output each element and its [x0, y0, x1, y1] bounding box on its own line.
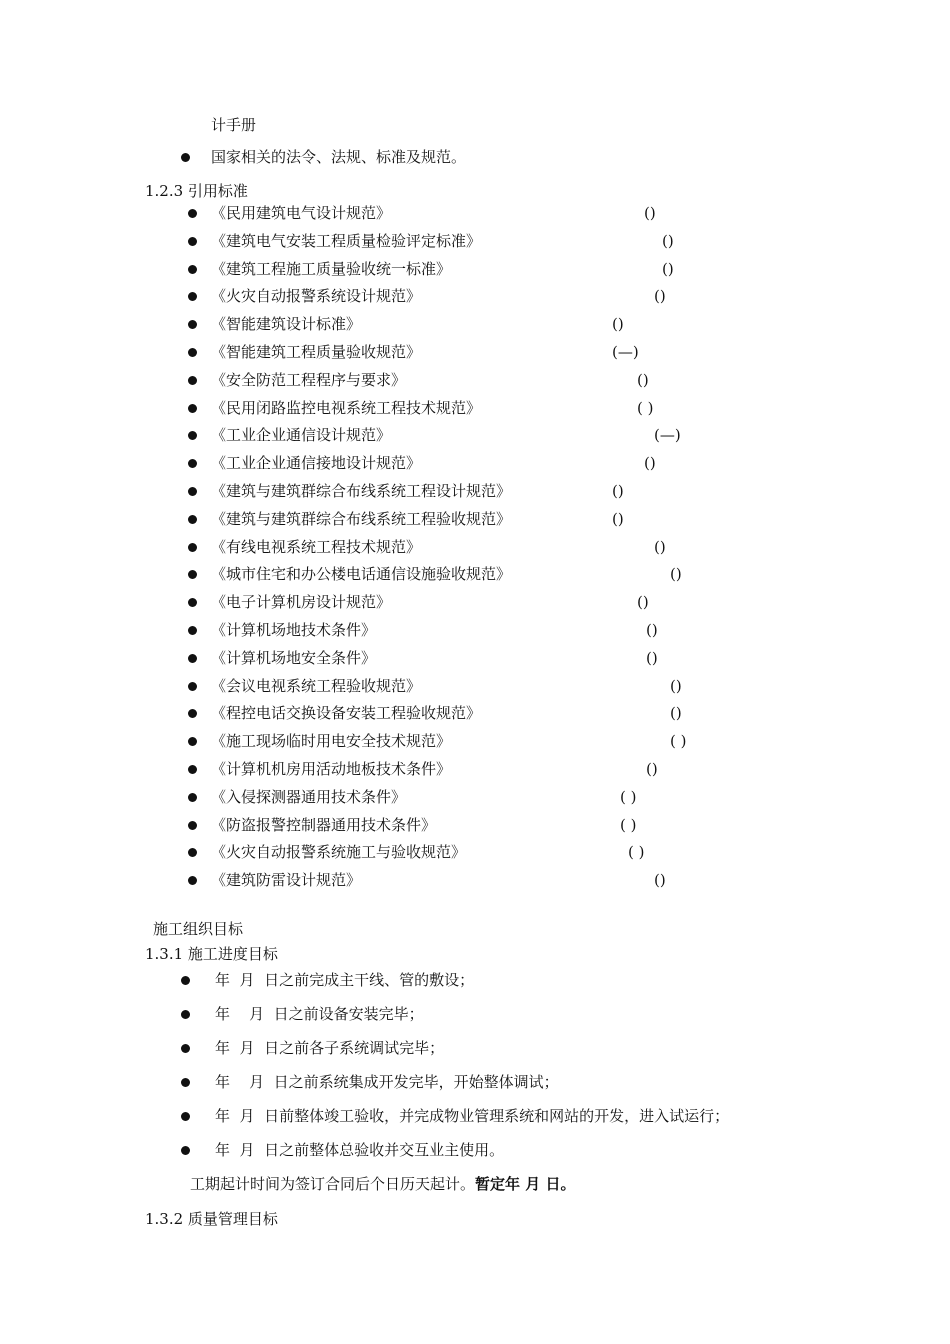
bullet-icon — [188, 626, 197, 635]
standard-code: () — [646, 621, 658, 639]
standard-name: 《火灾自动报警系统施工与验收规范》 — [211, 843, 467, 861]
standard-code: () — [662, 260, 674, 278]
intro-bullet-text: 国家相关的法令、法规、标准及规范。 — [211, 148, 467, 166]
standard-name: 《安全防范工程程序与要求》 — [211, 371, 407, 389]
standard-name: 《建筑电气安装工程质量检验评定标准》 — [211, 232, 482, 250]
bullet-icon — [181, 976, 190, 985]
standard-code: () — [612, 482, 624, 500]
bullet-icon — [181, 1044, 190, 1053]
bullet-icon — [188, 793, 197, 802]
standard-name: 《城市住宅和办公楼电话通信设施验收规范》 — [211, 565, 512, 583]
bullet-icon — [188, 404, 197, 413]
standard-code: () — [670, 677, 682, 695]
standard-name: 《施工现场临时用电安全技术规范》 — [211, 732, 452, 750]
bullet-icon — [188, 487, 197, 496]
standard-name: 《火灾自动报警系统设计规范》 — [211, 287, 422, 305]
standard-code: () — [637, 593, 649, 611]
standard-code: () — [612, 510, 624, 528]
standard-code: () — [644, 204, 656, 222]
schedule-note-bold: 暂定年 月 日。 — [475, 1175, 576, 1193]
section-heading-1-2-3: 1.2.3 引用标准 — [145, 182, 248, 200]
standard-name: 《智能建筑设计标准》 — [211, 315, 362, 333]
schedule-goal-item: 年 月 日前整体竣工验收，并完成物业管理系统和网站的开发，进入试运行； — [215, 1107, 730, 1125]
standard-name: 《建筑与建筑群综合布线系统工程设计规范》 — [211, 482, 512, 500]
bullet-icon — [181, 1112, 190, 1121]
bullet-icon — [188, 459, 197, 468]
standard-code: ( ) — [637, 399, 654, 417]
standard-code: () — [654, 871, 666, 889]
standard-code: () — [644, 454, 656, 472]
section-heading-1-3-2: 1.3.2 质量管理目标 — [145, 1210, 278, 1228]
standard-name: 《计算机机房用活动地板技术条件》 — [211, 760, 452, 778]
bullet-icon — [188, 209, 197, 218]
standard-name: 《民用建筑电气设计规范》 — [211, 204, 392, 222]
bullet-icon — [188, 682, 197, 691]
standard-code: () — [662, 232, 674, 250]
standard-code: ( ) — [620, 816, 637, 834]
standard-name: 《计算机场地技术条件》 — [211, 621, 377, 639]
schedule-goal-item: 年 月 日之前各子系统调试完毕； — [215, 1039, 445, 1057]
schedule-goal-item: 年 月 日之前系统集成开发完毕，开始整体调试； — [215, 1073, 559, 1091]
standard-name: 《工业企业通信接地设计规范》 — [211, 454, 422, 472]
bullet-icon — [188, 570, 197, 579]
standard-name: 《建筑防雷设计规范》 — [211, 871, 362, 889]
standard-code: ( ) — [670, 732, 687, 750]
bullet-icon — [188, 765, 197, 774]
bullet-icon — [188, 348, 197, 357]
bullet-icon — [188, 598, 197, 607]
standard-code: (—) — [612, 343, 639, 361]
bullet-icon — [188, 431, 197, 440]
bullet-icon — [181, 153, 190, 162]
bullet-icon — [188, 737, 197, 746]
standard-code: () — [654, 538, 666, 556]
standard-name: 《建筑工程施工质量验收统一标准》 — [211, 260, 452, 278]
standard-code: () — [646, 649, 658, 667]
bullet-icon — [188, 237, 197, 246]
bullet-icon — [188, 876, 197, 885]
standard-code: () — [637, 371, 649, 389]
intro-line: 计手册 — [211, 116, 257, 134]
bullet-icon — [181, 1146, 190, 1155]
bullet-icon — [181, 1078, 190, 1087]
standard-name: 《入侵探测器通用技术条件》 — [211, 788, 407, 806]
bullet-icon — [188, 292, 197, 301]
standard-name: 《民用闭路监控电视系统工程技术规范》 — [211, 399, 482, 417]
schedule-note-text: 工期起计时间为签订合同后个日历天起计。 — [190, 1175, 476, 1193]
standard-name: 《程控电话交换设备安装工程验收规范》 — [211, 704, 482, 722]
schedule-note — [190, 1174, 575, 1194]
schedule-goal-item: 年 月 日之前整体总验收并交互业主使用。 — [215, 1141, 505, 1159]
standard-name: 《会议电视系统工程验收规范》 — [211, 677, 422, 695]
bullet-icon — [188, 848, 197, 857]
standard-code: ( ) — [620, 788, 637, 806]
schedule-goal-item: 年 月 日之前设备安装完毕； — [215, 1005, 424, 1023]
standard-name: 《有线电视系统工程技术规范》 — [211, 538, 422, 556]
standard-name: 《工业企业通信设计规范》 — [211, 426, 392, 444]
standard-code: () — [670, 565, 682, 583]
standard-code: (—) — [654, 426, 681, 444]
bullet-icon — [181, 1010, 190, 1019]
schedule-goal-item: 年 月 日之前完成主干线、管的敷设； — [215, 971, 475, 989]
standard-code: () — [654, 287, 666, 305]
standard-code: () — [670, 704, 682, 722]
bullet-icon — [188, 709, 197, 718]
standard-code: () — [612, 315, 624, 333]
standard-code: () — [646, 760, 658, 778]
standard-name: 《计算机场地安全条件》 — [211, 649, 377, 667]
bullet-icon — [188, 265, 197, 274]
section-heading-1-3: 施工组织目标 — [153, 920, 244, 938]
bullet-icon — [188, 821, 197, 830]
bullet-icon — [188, 515, 197, 524]
standard-name: 《电子计算机房设计规范》 — [211, 593, 392, 611]
section-heading-1-3-1: 1.3.1 施工进度目标 — [145, 945, 278, 963]
standard-name: 《智能建筑工程质量验收规范》 — [211, 343, 422, 361]
bullet-icon — [188, 376, 197, 385]
bullet-icon — [188, 654, 197, 663]
standard-name: 《防盗报警控制器通用技术条件》 — [211, 816, 437, 834]
bullet-icon — [188, 320, 197, 329]
bullet-icon — [188, 543, 197, 552]
standard-name: 《建筑与建筑群综合布线系统工程验收规范》 — [211, 510, 512, 528]
standard-code: ( ) — [628, 843, 645, 861]
